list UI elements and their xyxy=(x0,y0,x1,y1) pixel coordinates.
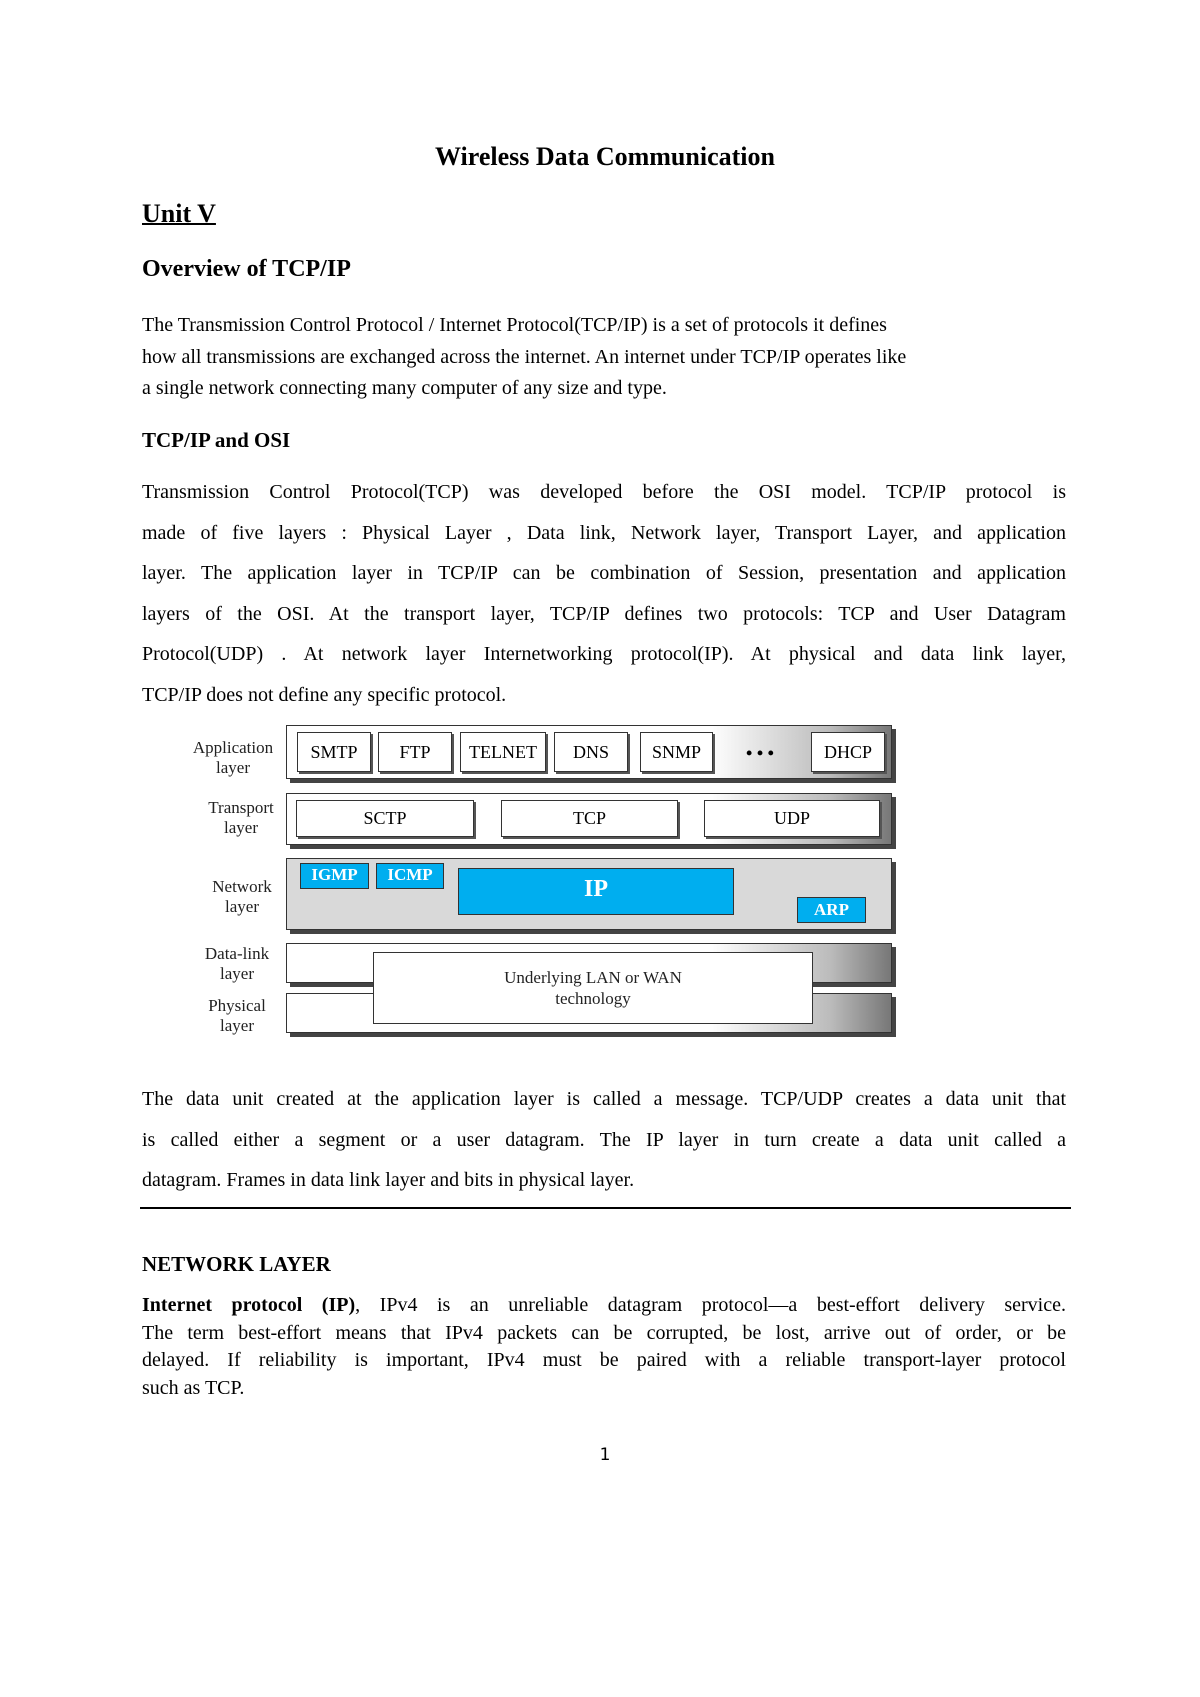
text-line: datagram. Frames in data link layer and bits in physical layer. xyxy=(142,1169,635,1192)
protocol-sctp: SCTP xyxy=(296,800,474,837)
text-line: is called either a segment or a user datagram. The IP layer in turn create a data unit called a xyxy=(142,1128,1066,1151)
label-application-layer: Application layer xyxy=(192,738,274,777)
text-line: layer. The application layer in TCP/IP can be combination of Session, presentation and application xyxy=(142,562,1066,585)
horizontal-rule xyxy=(140,1207,1071,1209)
protocol-igmp: IGMP xyxy=(300,863,369,889)
osi-heading: TCP/IP and OSI xyxy=(142,428,291,452)
label-datalink-layer: Data-link layer xyxy=(204,944,270,983)
overview-heading: Overview of TCP/IP xyxy=(142,256,351,282)
text-line: Transmission Control Protocol(TCP) was developed before the OSI model. TCP/IP protocol is xyxy=(142,481,1066,503)
protocol-ftp: FTP xyxy=(378,732,452,772)
paragraph-overview xyxy=(142,310,1066,405)
text-line: The data unit created at the application layer is called a message. TCP/UDP creates a data unit that xyxy=(142,1088,1066,1110)
protocol-udp: UDP xyxy=(704,800,880,837)
label-network-layer: Network layer xyxy=(212,877,272,916)
protocol-dhcp: DHCP xyxy=(811,732,885,772)
text-line: Protocol(UDP) . At network layer Internetworking protocol(IP). At physical and data link layer, xyxy=(142,643,1066,666)
text-line xyxy=(142,1292,1066,1320)
protocol-dns: DNS xyxy=(554,732,628,772)
text-line: a single network connecting many computer of any size and type. xyxy=(142,377,667,399)
paragraph-ip xyxy=(142,1292,1066,1402)
protocol-arp: ARP xyxy=(797,897,866,923)
text-line: how all transmissions are exchanged across the internet. An internet under TCP/IP operates like xyxy=(142,345,907,368)
document-title: Wireless Data Communication xyxy=(435,142,775,171)
underlying-label: Underlying LAN or WAN technology xyxy=(504,968,682,1008)
paragraph-data-units xyxy=(142,1079,1066,1201)
protocol-icmp: ICMP xyxy=(376,863,444,889)
text-line: The Transmission Control Protocol / Internet Protocol(TCP/IP) is a set of protocols it defines xyxy=(142,314,887,336)
text-line: made of five layers : Physical Layer , Data link, Network layer, Transport Layer, and application xyxy=(142,521,1066,544)
protocol-smtp: SMTP xyxy=(297,732,371,772)
text-span: , IPv4 is an unreliable datagram protocol—a best-effort delivery service. xyxy=(355,1294,1066,1316)
label-transport-layer: Transport layer xyxy=(208,798,274,837)
network-layer-heading: NETWORK LAYER xyxy=(142,1252,331,1276)
protocol-tcp: TCP xyxy=(501,800,678,837)
protocol-snmp: SNMP xyxy=(640,732,713,772)
underlying-lan-wan-box xyxy=(373,952,813,1024)
label-physical-layer: Physical layer xyxy=(208,996,266,1035)
text-line: delayed. If reliability is important, IPv4 must be paired with a reliable transport-layer protocol xyxy=(142,1349,1066,1371)
ellipsis: • • • xyxy=(746,743,774,763)
protocol-telnet: TELNET xyxy=(460,732,546,772)
paragraph-osi xyxy=(142,472,1066,716)
page-number: 1 xyxy=(599,1445,611,1465)
text-line: layers of the OSI. At the transport layer, TCP/IP defines two protocols: TCP and User Datagram xyxy=(142,602,1066,625)
ip-term: Internet protocol (IP) xyxy=(142,1294,356,1316)
protocol-ip: IP xyxy=(458,868,734,915)
unit-heading: Unit V xyxy=(142,199,216,228)
text-line: such as TCP. xyxy=(142,1376,245,1399)
text-line: The term best-effort means that IPv4 packets can be corrupted, be lost, arrive out of order, or be xyxy=(142,1321,1066,1344)
text-line: TCP/IP does not define any specific protocol. xyxy=(142,683,507,706)
